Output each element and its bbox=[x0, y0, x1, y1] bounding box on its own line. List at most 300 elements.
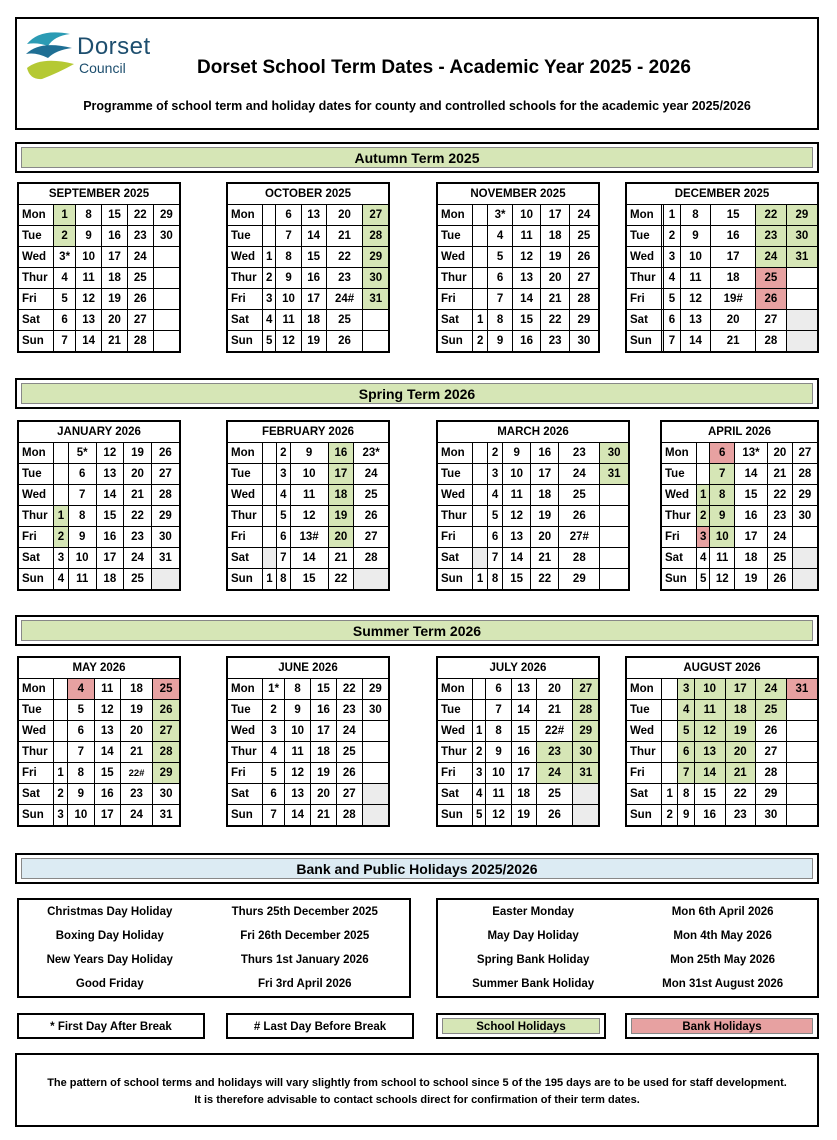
date-cell: 5* bbox=[68, 443, 96, 464]
date-cell: 24 bbox=[569, 205, 599, 226]
date-cell: 8 bbox=[276, 569, 290, 591]
date-cell: 3 bbox=[276, 464, 290, 485]
date-cell bbox=[263, 506, 277, 527]
date-cell: 13# bbox=[290, 527, 328, 548]
week-row bbox=[18, 443, 180, 464]
date-cell bbox=[263, 443, 277, 464]
date-cell bbox=[473, 527, 488, 548]
date-cell: 22 bbox=[326, 247, 363, 268]
date-cell: 15 bbox=[94, 763, 120, 784]
date-cell: 24 bbox=[536, 763, 573, 784]
month-calendar bbox=[436, 420, 630, 591]
date-cell: 4 bbox=[664, 268, 680, 289]
date-cell: 7 bbox=[488, 548, 503, 569]
date-cell: 10 bbox=[486, 763, 511, 784]
date-cell: 5 bbox=[664, 289, 680, 310]
week-row bbox=[227, 205, 389, 226]
day-name: Wed bbox=[437, 247, 473, 268]
date-cell: 23 bbox=[127, 226, 153, 247]
date-cell: 15 bbox=[711, 205, 756, 226]
logo-subtext: Council bbox=[79, 60, 126, 76]
date-cell: 27 bbox=[354, 527, 389, 548]
date-cell: 7 bbox=[263, 805, 285, 827]
date-cell: 3 bbox=[263, 721, 285, 742]
date-cell: 27 bbox=[569, 268, 599, 289]
day-name: Thur bbox=[18, 268, 54, 289]
date-cell: 22 bbox=[124, 506, 152, 527]
date-cell: 6 bbox=[68, 721, 94, 742]
week-row bbox=[18, 464, 180, 485]
date-cell: 29 bbox=[151, 506, 180, 527]
week-row bbox=[626, 247, 818, 268]
date-cell: 7 bbox=[710, 464, 735, 485]
date-cell: 14 bbox=[290, 548, 328, 569]
week-row bbox=[626, 700, 818, 721]
date-cell: 12 bbox=[680, 289, 711, 310]
date-cell: 20 bbox=[725, 742, 756, 763]
week-row bbox=[227, 742, 389, 763]
date-cell: 27 bbox=[151, 464, 180, 485]
week-row bbox=[626, 763, 818, 784]
date-cell bbox=[263, 205, 276, 226]
week-row bbox=[18, 700, 180, 721]
date-cell: 30 bbox=[792, 506, 818, 527]
legend-school-holidays-label: School Holidays bbox=[442, 1018, 600, 1034]
day-name: Sun bbox=[626, 805, 662, 827]
date-cell: 26 bbox=[153, 700, 180, 721]
day-name: Fri bbox=[18, 527, 54, 548]
date-cell: 6 bbox=[710, 443, 735, 464]
date-cell: 10 bbox=[68, 805, 94, 827]
date-cell: 23 bbox=[120, 784, 152, 805]
holiday-row bbox=[437, 972, 818, 997]
date-cell: 26 bbox=[756, 289, 787, 310]
holiday-row bbox=[18, 948, 410, 972]
date-cell: 20 bbox=[311, 784, 337, 805]
week-row bbox=[18, 485, 180, 506]
date-cell: 11 bbox=[486, 784, 511, 805]
day-name: Tue bbox=[437, 464, 473, 485]
date-cell: 1 bbox=[662, 784, 678, 805]
date-cell: 1 bbox=[664, 205, 680, 226]
holiday-name: Summer Bank Holiday bbox=[472, 978, 595, 990]
date-cell: 19 bbox=[124, 443, 152, 464]
week-row bbox=[227, 464, 389, 485]
holiday-date: Fri 26th December 2025 bbox=[240, 930, 370, 942]
day-name: Mon bbox=[227, 679, 263, 700]
week-row bbox=[437, 310, 599, 331]
date-cell: 18 bbox=[735, 548, 768, 569]
date-cell: 6 bbox=[68, 464, 96, 485]
date-cell: 23 bbox=[124, 527, 152, 548]
month-title: MAY 2026 bbox=[18, 657, 180, 679]
date-cell bbox=[153, 289, 180, 310]
date-cell bbox=[54, 679, 68, 700]
holiday-date: Thurs 25th December 2025 bbox=[231, 906, 378, 918]
date-cell bbox=[362, 763, 389, 784]
date-cell: 21 bbox=[120, 742, 152, 763]
week-row bbox=[227, 226, 389, 247]
date-cell: 30 bbox=[153, 784, 180, 805]
date-cell: 20 bbox=[328, 527, 354, 548]
week-row bbox=[18, 721, 180, 742]
date-cell: 16 bbox=[328, 443, 354, 464]
date-cell: 13 bbox=[76, 310, 102, 331]
date-cell: 14 bbox=[96, 485, 124, 506]
date-cell bbox=[786, 763, 818, 784]
week-row bbox=[18, 289, 180, 310]
date-cell: 31 bbox=[151, 548, 180, 569]
date-cell: 30 bbox=[786, 226, 818, 247]
date-cell: 16 bbox=[694, 805, 725, 827]
date-cell: 13 bbox=[680, 310, 711, 331]
month-title: JUNE 2026 bbox=[227, 657, 389, 679]
date-cell: 6 bbox=[276, 205, 301, 226]
day-name: Sun bbox=[626, 331, 662, 353]
date-cell: 20 bbox=[124, 464, 152, 485]
date-cell: 1 bbox=[54, 506, 69, 527]
date-cell: 30 bbox=[363, 268, 389, 289]
date-cell: 12 bbox=[710, 569, 735, 591]
date-cell: 14 bbox=[735, 464, 768, 485]
date-cell: 15 bbox=[503, 569, 531, 591]
date-cell: 9 bbox=[276, 268, 301, 289]
date-cell: 11 bbox=[694, 700, 725, 721]
day-name: Tue bbox=[18, 464, 54, 485]
date-cell bbox=[473, 464, 488, 485]
date-cell bbox=[697, 464, 710, 485]
day-name: Tue bbox=[437, 226, 473, 247]
date-cell: 22 bbox=[767, 485, 792, 506]
date-cell bbox=[54, 485, 69, 506]
date-cell bbox=[54, 700, 68, 721]
day-name: Sat bbox=[227, 784, 263, 805]
date-cell: 13 bbox=[512, 268, 541, 289]
holiday-date: Thurs 1st January 2026 bbox=[240, 954, 369, 966]
date-cell: 11 bbox=[285, 742, 311, 763]
date-cell: 2 bbox=[697, 506, 710, 527]
day-name: Mon bbox=[437, 679, 473, 700]
date-cell: 4 bbox=[473, 784, 486, 805]
date-cell: 29 bbox=[153, 205, 180, 226]
week-row bbox=[437, 331, 599, 353]
date-cell: 8 bbox=[68, 763, 94, 784]
date-cell: 14 bbox=[511, 700, 536, 721]
date-cell: 9 bbox=[678, 805, 694, 827]
date-cell: 12 bbox=[94, 700, 120, 721]
day-name: Thur bbox=[227, 268, 263, 289]
date-cell: 21 bbox=[536, 700, 573, 721]
date-cell: 27 bbox=[127, 310, 153, 331]
date-cell: 23 bbox=[336, 700, 362, 721]
day-name: Wed bbox=[437, 485, 473, 506]
day-name: Thur bbox=[437, 268, 473, 289]
date-cell bbox=[786, 721, 818, 742]
week-row bbox=[626, 310, 818, 331]
week-row bbox=[18, 763, 180, 784]
term-title: Spring Term 2026 bbox=[21, 383, 813, 404]
date-cell: 22 bbox=[756, 205, 787, 226]
day-name: Mon bbox=[437, 205, 473, 226]
date-cell: 15 bbox=[290, 569, 328, 591]
day-name: Wed bbox=[227, 485, 263, 506]
date-cell: 7 bbox=[68, 485, 96, 506]
date-cell: 19 bbox=[511, 805, 536, 827]
date-cell: 28 bbox=[559, 548, 600, 569]
date-cell: 13 bbox=[94, 721, 120, 742]
date-cell: 27 bbox=[336, 784, 362, 805]
day-name: Mon bbox=[18, 443, 54, 464]
week-row bbox=[18, 742, 180, 763]
month-title: NOVEMBER 2025 bbox=[437, 183, 599, 205]
date-cell bbox=[662, 679, 678, 700]
date-cell bbox=[786, 268, 818, 289]
date-cell: 5 bbox=[276, 506, 290, 527]
date-cell: 17 bbox=[102, 247, 128, 268]
date-cell: 31 bbox=[153, 805, 180, 827]
date-cell: 2 bbox=[54, 226, 76, 247]
date-cell: 9 bbox=[488, 331, 513, 353]
day-name: Fri bbox=[18, 289, 54, 310]
date-cell: 1 bbox=[473, 721, 486, 742]
date-cell: 6 bbox=[54, 310, 76, 331]
date-cell: 5 bbox=[68, 700, 94, 721]
date-cell: 22 bbox=[336, 679, 362, 700]
week-row bbox=[18, 310, 180, 331]
week-row bbox=[437, 247, 599, 268]
bank-holidays-title: Bank and Public Holidays 2025/2026 bbox=[21, 858, 813, 879]
week-row bbox=[227, 721, 389, 742]
date-cell: 4 bbox=[697, 548, 710, 569]
date-cell: 30 bbox=[600, 443, 629, 464]
day-name: Wed bbox=[227, 247, 263, 268]
date-cell: 29 bbox=[786, 205, 818, 226]
date-cell: 24 bbox=[354, 464, 389, 485]
date-cell: 10 bbox=[276, 289, 301, 310]
week-row bbox=[661, 443, 818, 464]
date-cell: 16 bbox=[511, 742, 536, 763]
date-cell: 12 bbox=[290, 506, 328, 527]
date-cell: 17 bbox=[531, 464, 559, 485]
date-cell: 7 bbox=[678, 763, 694, 784]
week-row bbox=[437, 805, 599, 827]
day-name: Fri bbox=[626, 289, 662, 310]
term-title: Summer Term 2026 bbox=[21, 620, 813, 641]
date-cell: 8 bbox=[486, 721, 511, 742]
day-name: Fri bbox=[437, 763, 473, 784]
day-name: Sat bbox=[626, 310, 662, 331]
date-cell bbox=[263, 226, 276, 247]
day-name: Thur bbox=[626, 742, 662, 763]
date-cell: 26 bbox=[767, 569, 792, 591]
date-cell: 8 bbox=[276, 247, 301, 268]
date-cell: 7 bbox=[276, 548, 290, 569]
date-cell: 25 bbox=[153, 679, 180, 700]
day-name: Sat bbox=[661, 548, 697, 569]
date-cell: 20 bbox=[102, 310, 128, 331]
date-cell: 2 bbox=[664, 226, 680, 247]
date-cell: 28 bbox=[153, 742, 180, 763]
day-name: Tue bbox=[437, 700, 473, 721]
holiday-name: May Day Holiday bbox=[487, 930, 579, 942]
day-name: Wed bbox=[626, 721, 662, 742]
week-row bbox=[437, 506, 629, 527]
month-calendar bbox=[226, 656, 390, 827]
day-name: Sun bbox=[661, 569, 697, 591]
date-cell: 14 bbox=[76, 331, 102, 353]
date-cell: 25 bbox=[336, 742, 362, 763]
date-cell bbox=[153, 310, 180, 331]
week-row bbox=[18, 247, 180, 268]
week-row bbox=[227, 548, 389, 569]
day-name: Mon bbox=[227, 205, 263, 226]
month-title: FEBRUARY 2026 bbox=[227, 421, 389, 443]
date-cell: 19 bbox=[311, 763, 337, 784]
date-cell: 17 bbox=[511, 763, 536, 784]
day-name: Thur bbox=[437, 506, 473, 527]
holiday-date: Fri 3rd April 2026 bbox=[257, 978, 352, 990]
date-cell: 24 bbox=[127, 247, 153, 268]
date-cell: 31 bbox=[786, 247, 818, 268]
date-cell: 16 bbox=[94, 784, 120, 805]
legend-last-day-label: # Last Day Before Break bbox=[232, 1018, 408, 1034]
date-cell: 1* bbox=[263, 679, 285, 700]
week-row bbox=[227, 569, 389, 591]
date-cell: 28 bbox=[363, 226, 389, 247]
date-cell: 8 bbox=[710, 485, 735, 506]
date-cell: 17 bbox=[94, 805, 120, 827]
date-cell bbox=[473, 443, 488, 464]
date-cell: 20 bbox=[120, 721, 152, 742]
date-cell bbox=[473, 205, 488, 226]
day-name: Sun bbox=[18, 805, 54, 827]
date-cell: 22# bbox=[536, 721, 573, 742]
date-cell bbox=[363, 310, 389, 331]
date-cell: 15 bbox=[311, 679, 337, 700]
date-cell: 4 bbox=[68, 679, 94, 700]
date-cell: 20 bbox=[767, 443, 792, 464]
term-band-spring bbox=[15, 378, 819, 409]
date-cell: 16 bbox=[711, 226, 756, 247]
holiday-row bbox=[18, 924, 410, 948]
day-name: Tue bbox=[626, 700, 662, 721]
date-cell: 21 bbox=[725, 763, 756, 784]
date-cell: 18 bbox=[725, 700, 756, 721]
date-cell bbox=[600, 506, 629, 527]
date-cell: 17 bbox=[328, 464, 354, 485]
day-name: Fri bbox=[18, 763, 54, 784]
day-name: Sun bbox=[227, 569, 263, 591]
date-cell: 20 bbox=[541, 268, 570, 289]
date-cell: 19 bbox=[531, 506, 559, 527]
date-cell: 31 bbox=[573, 763, 599, 784]
date-cell: 5 bbox=[473, 805, 486, 827]
day-name: Sun bbox=[227, 331, 263, 353]
date-cell: 25 bbox=[127, 268, 153, 289]
date-cell: 3 bbox=[697, 527, 710, 548]
date-cell: 20 bbox=[536, 679, 573, 700]
date-cell: 29 bbox=[363, 247, 389, 268]
date-cell: 16 bbox=[96, 527, 124, 548]
date-cell: 26 bbox=[756, 721, 787, 742]
week-row bbox=[18, 268, 180, 289]
date-cell: 28 bbox=[756, 763, 787, 784]
day-name: Mon bbox=[227, 443, 263, 464]
date-cell bbox=[362, 805, 389, 827]
date-cell: 20 bbox=[326, 205, 363, 226]
date-cell: 5 bbox=[488, 247, 513, 268]
date-cell bbox=[473, 700, 486, 721]
date-cell: 7 bbox=[486, 700, 511, 721]
date-cell: 13 bbox=[503, 527, 531, 548]
week-row bbox=[437, 527, 629, 548]
date-cell: 11 bbox=[68, 569, 96, 591]
month-calendar bbox=[17, 182, 181, 353]
date-cell bbox=[473, 506, 488, 527]
week-row bbox=[626, 226, 818, 247]
date-cell: 19# bbox=[711, 289, 756, 310]
date-cell: 31 bbox=[600, 464, 629, 485]
week-row bbox=[18, 506, 180, 527]
date-cell: 18 bbox=[301, 310, 326, 331]
day-name: Thur bbox=[661, 506, 697, 527]
holiday-row bbox=[437, 899, 818, 924]
date-cell: 26 bbox=[559, 506, 600, 527]
month-title: JANUARY 2026 bbox=[18, 421, 180, 443]
week-row bbox=[227, 289, 389, 310]
date-cell: 21 bbox=[531, 548, 559, 569]
date-cell: 1 bbox=[263, 569, 277, 591]
date-cell bbox=[263, 548, 277, 569]
date-cell: 19 bbox=[725, 721, 756, 742]
week-row bbox=[626, 679, 818, 700]
date-cell bbox=[786, 805, 818, 827]
date-cell: 21 bbox=[711, 331, 756, 353]
week-row bbox=[661, 485, 818, 506]
date-cell: 17 bbox=[735, 527, 768, 548]
date-cell: 13 bbox=[511, 679, 536, 700]
date-cell: 16 bbox=[531, 443, 559, 464]
date-cell: 7 bbox=[276, 226, 301, 247]
date-cell: 19 bbox=[301, 331, 326, 353]
logo-wordmark: Dorset bbox=[77, 33, 151, 60]
date-cell: 28 bbox=[336, 805, 362, 827]
date-cell: 18 bbox=[328, 485, 354, 506]
date-cell: 17 bbox=[96, 548, 124, 569]
date-cell bbox=[786, 310, 818, 331]
date-cell: 26 bbox=[127, 289, 153, 310]
date-cell: 30 bbox=[573, 742, 599, 763]
date-cell bbox=[362, 784, 389, 805]
date-cell: 28 bbox=[756, 331, 787, 353]
date-cell: 23 bbox=[756, 226, 787, 247]
date-cell: 6 bbox=[486, 679, 511, 700]
date-cell: 28 bbox=[792, 464, 818, 485]
date-cell: 10 bbox=[68, 548, 96, 569]
date-cell: 16 bbox=[512, 331, 541, 353]
date-cell: 11 bbox=[76, 268, 102, 289]
date-cell: 24 bbox=[124, 548, 152, 569]
date-cell: 11 bbox=[290, 485, 328, 506]
week-row bbox=[18, 205, 180, 226]
date-cell: 19 bbox=[120, 700, 152, 721]
date-cell: 25 bbox=[326, 310, 363, 331]
date-cell: 23* bbox=[354, 443, 389, 464]
date-cell: 4 bbox=[488, 485, 503, 506]
date-cell bbox=[363, 331, 389, 353]
date-cell bbox=[263, 464, 277, 485]
date-cell: 19 bbox=[735, 569, 768, 591]
